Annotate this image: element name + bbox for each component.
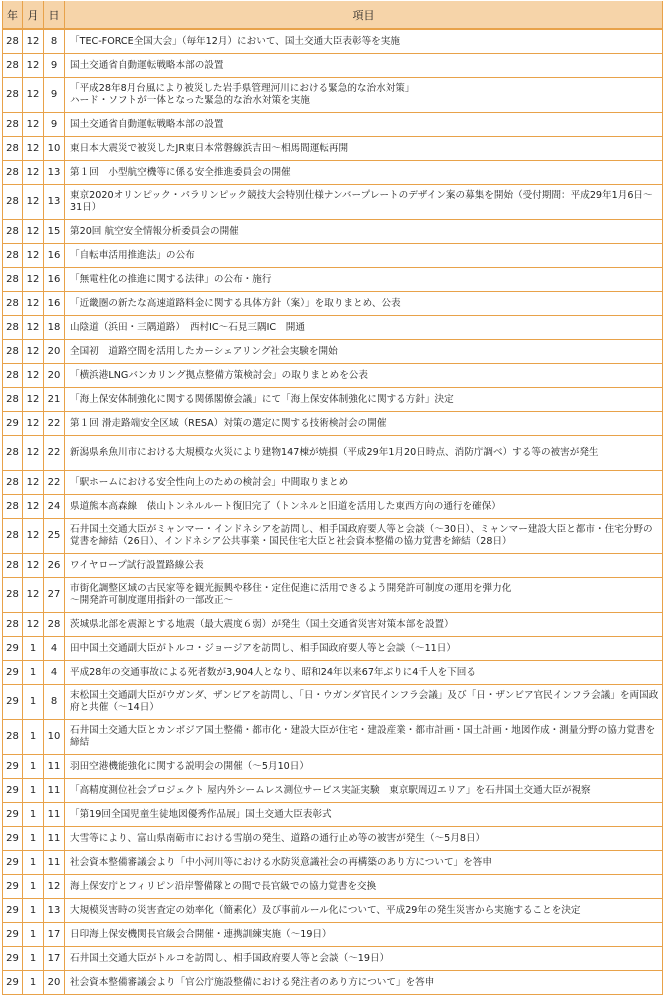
- cell-month: 12: [23, 185, 44, 220]
- cell-item: [65, 899, 663, 923]
- cell-day: 10: [44, 720, 65, 755]
- table-row: [3, 161, 663, 185]
- cell-year: 28: [3, 113, 23, 137]
- cell-day: 28: [44, 613, 65, 637]
- cell-item: [65, 661, 663, 685]
- item-text-line: 石井国土交通大臣とカンボジア国土整備・都市化・建設大臣が住宅・建設産業・都市計画・国土計画・地図作成・測量分野の協力覚書を締結: [70, 725, 656, 748]
- table-row: [3, 412, 663, 436]
- cell-item: [65, 268, 663, 292]
- cell-month: 12: [23, 161, 44, 185]
- chronology-table: [2, 1, 663, 995]
- cell-day: 20: [44, 340, 65, 364]
- cell-day: 8: [44, 685, 65, 720]
- cell-item: [65, 923, 663, 947]
- table-row: [3, 923, 663, 947]
- cell-year: 29: [3, 803, 23, 827]
- item-text-line: 国土交通省自動運転戦略本部の設置: [70, 59, 224, 71]
- cell-month: 1: [23, 803, 44, 827]
- item-text-line: 国土交通省自動運転戦略本部の設置: [70, 118, 224, 130]
- item-text-line: 田中国土交通副大臣がトルコ・ジョージアを訪問し、相手国政府要人等と会談（～11日）: [70, 642, 456, 654]
- cell-year: 28: [3, 495, 23, 519]
- table-row: [3, 947, 663, 971]
- item-text-line: ワイヤロープ試行設置路線公表: [70, 559, 204, 571]
- cell-year: 28: [3, 436, 23, 471]
- cell-year: 29: [3, 899, 23, 923]
- cell-item: [65, 436, 663, 471]
- table-row: [3, 54, 663, 78]
- cell-day: 22: [44, 471, 65, 495]
- cell-item: [65, 185, 663, 220]
- table-row: [3, 471, 663, 495]
- cell-month: 1: [23, 899, 44, 923]
- cell-month: 1: [23, 827, 44, 851]
- cell-item: [65, 340, 663, 364]
- cell-item: [65, 827, 663, 851]
- cell-day: 11: [44, 755, 65, 779]
- item-text-line: 大雪等により、富山県南砺市における雪崩の発生、道路の通行止め等の被害が発生（～5月8日）: [70, 832, 486, 844]
- cell-month: 12: [23, 78, 44, 113]
- cell-year: 28: [3, 388, 23, 412]
- cell-day: 12: [44, 875, 65, 899]
- item-text-line: 「TEC-FORCE全国大会」（毎年12月）において、国土交通大臣表彰等を実施: [70, 35, 400, 47]
- cell-month: 12: [23, 613, 44, 637]
- item-text-line: 「自転車活用推進法」の公布: [70, 249, 195, 261]
- cell-month: 1: [23, 661, 44, 685]
- cell-month: 1: [23, 637, 44, 661]
- cell-day: 22: [44, 436, 65, 471]
- cell-year: 28: [3, 519, 23, 554]
- table-row: [3, 720, 663, 755]
- cell-day: 13: [44, 899, 65, 923]
- cell-item: [65, 851, 663, 875]
- cell-year: 29: [3, 685, 23, 720]
- item-text-line: 「横浜港LNGバンカリング拠点整備方策検討会」の取りまとめを公表: [70, 369, 368, 381]
- item-text-line: 「第19回全国児童生徒地図優秀作品展」国土交通大臣表彰式: [70, 808, 332, 820]
- cell-year: 29: [3, 851, 23, 875]
- header-year: 年: [3, 1, 23, 29]
- cell-month: 12: [23, 436, 44, 471]
- table-row: [3, 519, 663, 554]
- cell-item: [65, 292, 663, 316]
- item-text-line: 日印海上保安機関長官級会合開催・連携訓練実施（～19日）: [70, 928, 332, 940]
- cell-item: [65, 685, 663, 720]
- cell-day: 26: [44, 554, 65, 578]
- item-text-line: 山陰道（浜田・三隅道路） 西村IC～石見三隅IC 開通: [70, 321, 305, 333]
- table-row: [3, 685, 663, 720]
- cell-item: [65, 495, 663, 519]
- cell-day: 21: [44, 388, 65, 412]
- cell-item: [65, 720, 663, 755]
- cell-year: 28: [3, 578, 23, 613]
- item-text-line: 「海上保安体制強化に関する関係閣僚会議」にて「海上保安体制強化に関する方針」決定: [70, 393, 454, 405]
- cell-day: 4: [44, 661, 65, 685]
- item-text-line: 「高精度測位社会プロジェクト 屋内外シームレス測位サービス実証実験 東京駅周辺エリア」を石井国土交通大臣が視察: [70, 784, 591, 796]
- cell-day: 16: [44, 292, 65, 316]
- table-row: [3, 185, 663, 220]
- item-text-line: 社会資本整備審議会より「中小河川等における水防災意識社会の再構築のあり方について」を答申: [70, 856, 492, 868]
- cell-year: 28: [3, 554, 23, 578]
- cell-year: 28: [3, 137, 23, 161]
- item-text-line: 新潟県糸魚川市における大規模な火災により建物147棟が焼損（平成29年1月20日時点、消防庁調べ）する等の被害が発生: [70, 447, 599, 458]
- cell-day: 18: [44, 316, 65, 340]
- item-text-line: 第20回 航空安全情報分析委員会の開催: [70, 225, 239, 237]
- table-row: [3, 316, 663, 340]
- table-row: [3, 971, 663, 995]
- item-text-line: 「近畿圏の新たな高速道路料金に関する具体方針（案）」を取りまとめ、公表: [70, 297, 401, 309]
- cell-day: 9: [44, 78, 65, 113]
- cell-year: 28: [3, 161, 23, 185]
- cell-year: 28: [3, 613, 23, 637]
- cell-year: 29: [3, 779, 23, 803]
- cell-year: 28: [3, 268, 23, 292]
- table-row: [3, 244, 663, 268]
- cell-item: [65, 161, 663, 185]
- cell-item: [65, 637, 663, 661]
- cell-month: 12: [23, 495, 44, 519]
- table-row: [3, 554, 663, 578]
- cell-day: 11: [44, 779, 65, 803]
- cell-year: 28: [3, 29, 23, 54]
- item-text-line: 「駅ホームにおける安全性向上のための検討会」中間取りまとめ: [70, 476, 349, 488]
- cell-item: [65, 244, 663, 268]
- cell-month: 12: [23, 268, 44, 292]
- cell-day: 20: [44, 971, 65, 995]
- cell-year: 28: [3, 471, 23, 495]
- header-item: 項目: [65, 1, 663, 29]
- item-text-line: 石井国土交通大臣がミャンマー・インドネシアを訪問し、相手国政府要人等と会談（～30日）、ミャンマー建設大臣と都市・住宅分野の覚書を締結（26日）、インドネシア公共事業・国民住宅大臣と社会資本整備の協力覚書を締結（28日）: [70, 524, 653, 547]
- cell-item: [65, 471, 663, 495]
- cell-month: 12: [23, 340, 44, 364]
- cell-year: 28: [3, 720, 23, 755]
- cell-year: 28: [3, 292, 23, 316]
- cell-month: 1: [23, 875, 44, 899]
- item-text-line: ～開発許可制度運用指針の一部改正～: [70, 595, 234, 606]
- cell-year: 28: [3, 220, 23, 244]
- cell-month: 12: [23, 54, 44, 78]
- cell-month: 1: [23, 947, 44, 971]
- cell-year: 28: [3, 340, 23, 364]
- item-text-line: 羽田空港機能強化に関する説明会の開催（～5月10日）: [70, 760, 309, 772]
- cell-day: 16: [44, 244, 65, 268]
- cell-day: 24: [44, 495, 65, 519]
- item-text-line: 東日本大震災で被災したJR東日本常磐線浜吉田～相馬間運転再開: [70, 142, 349, 154]
- item-text-line: 茨城県北部を震源とする地震（最大震度６弱）が発生（国土交通省災害対策本部を設置）: [70, 618, 454, 630]
- item-text-line: 石井国土交通大臣がトルコを訪問し、相手国政府要人等と会談（～19日）: [70, 952, 390, 964]
- cell-year: 28: [3, 244, 23, 268]
- cell-month: 12: [23, 388, 44, 412]
- item-text-line: 「平成28年8月台風により被災した岩手県管理河川における緊急的な治水対策」: [70, 83, 415, 94]
- cell-item: [65, 947, 663, 971]
- table-row: [3, 779, 663, 803]
- table-row: [3, 364, 663, 388]
- table-body: [3, 29, 663, 995]
- cell-year: 29: [3, 875, 23, 899]
- cell-item: [65, 78, 663, 113]
- cell-month: 1: [23, 971, 44, 995]
- item-text-line: 東京2020オリンピック・パラリンピック競技大会特別仕様ナンバープレートのデザイン案の募集を開始（受付期間：平成29年1月6日～31日）: [70, 190, 653, 213]
- cell-item: [65, 388, 663, 412]
- cell-year: 28: [3, 364, 23, 388]
- item-text-line: 社会資本整備審議会より「官公庁施設整備における発注者のあり方について」を答申: [70, 976, 435, 988]
- cell-day: 11: [44, 851, 65, 875]
- cell-month: 12: [23, 364, 44, 388]
- table-row: [3, 661, 663, 685]
- cell-month: 12: [23, 316, 44, 340]
- cell-item: [65, 113, 663, 137]
- table-row: [3, 755, 663, 779]
- table-row: [3, 388, 663, 412]
- cell-month: 1: [23, 720, 44, 755]
- cell-month: 12: [23, 29, 44, 54]
- cell-item: [65, 54, 663, 78]
- cell-month: 12: [23, 471, 44, 495]
- cell-month: 1: [23, 755, 44, 779]
- cell-month: 12: [23, 113, 44, 137]
- cell-item: [65, 971, 663, 995]
- cell-year: 29: [3, 412, 23, 436]
- item-text-line: 「無電柱化の推進に関する法律」の公布・施行: [70, 273, 272, 285]
- cell-day: 11: [44, 803, 65, 827]
- cell-month: 12: [23, 292, 44, 316]
- table-row: [3, 613, 663, 637]
- cell-year: 28: [3, 78, 23, 113]
- table-row: [3, 220, 663, 244]
- cell-day: 13: [44, 161, 65, 185]
- cell-month: 12: [23, 554, 44, 578]
- table-row: [3, 578, 663, 613]
- item-text-line: 海上保安庁とフィリピン沿岸警備隊との間で長官級での協力覚書を交換: [70, 880, 377, 892]
- cell-day: 11: [44, 827, 65, 851]
- table-row: [3, 78, 663, 113]
- cell-year: 29: [3, 971, 23, 995]
- table-row: [3, 875, 663, 899]
- cell-day: 9: [44, 113, 65, 137]
- table-row: [3, 436, 663, 471]
- cell-item: [65, 578, 663, 613]
- cell-day: 25: [44, 519, 65, 554]
- cell-month: 12: [23, 412, 44, 436]
- item-text-line: 全国初 道路空間を活用したカーシェアリング社会実験を開始: [70, 345, 338, 357]
- cell-day: 17: [44, 923, 65, 947]
- cell-item: [65, 316, 663, 340]
- cell-year: 29: [3, 755, 23, 779]
- table-row: [3, 851, 663, 875]
- cell-item: [65, 875, 663, 899]
- cell-month: 12: [23, 244, 44, 268]
- cell-day: 10: [44, 137, 65, 161]
- cell-month: 1: [23, 685, 44, 720]
- cell-item: [65, 137, 663, 161]
- item-text-line: 市街化調整区域の古民家等を観光振興や移住・定住促進に活用できるよう開発許可制度の運用を弾力化: [70, 583, 512, 594]
- header-month: 月: [23, 1, 44, 29]
- cell-item: [65, 613, 663, 637]
- cell-day: 9: [44, 54, 65, 78]
- cell-item: [65, 412, 663, 436]
- cell-year: 29: [3, 923, 23, 947]
- table-row: [3, 137, 663, 161]
- cell-day: 8: [44, 29, 65, 54]
- table-row: [3, 899, 663, 923]
- cell-item: [65, 803, 663, 827]
- cell-day: 4: [44, 637, 65, 661]
- cell-month: 12: [23, 137, 44, 161]
- cell-day: 20: [44, 364, 65, 388]
- cell-item: [65, 220, 663, 244]
- cell-item: [65, 519, 663, 554]
- cell-day: 13: [44, 185, 65, 220]
- cell-item: [65, 364, 663, 388]
- cell-day: 22: [44, 412, 65, 436]
- table-row: [3, 113, 663, 137]
- cell-month: 1: [23, 779, 44, 803]
- cell-item: [65, 779, 663, 803]
- table-row: [3, 29, 663, 54]
- table-row: [3, 495, 663, 519]
- item-text-line: 県道熊本高森線 俵山トンネルルート復旧完了（トンネルと旧道を活用した東西方向の通行を確保）: [70, 500, 501, 512]
- cell-year: 29: [3, 827, 23, 851]
- item-text-line: 大規模災害時の災害査定の効率化（簡素化）及び事前ルール化について、平成29年の発生災害から実施することを決定: [70, 904, 581, 916]
- cell-day: 16: [44, 268, 65, 292]
- table-row: [3, 292, 663, 316]
- cell-year: 28: [3, 316, 23, 340]
- cell-month: 12: [23, 220, 44, 244]
- cell-year: 28: [3, 185, 23, 220]
- cell-month: 1: [23, 851, 44, 875]
- item-text-line: 末松国土交通副大臣がウガンダ、ザンビアを訪問し、「日・ウガンダ官民インフラ会議」及び「日・ザンビア官民インフラ会議」を両国政府と共催（～14日）: [70, 690, 659, 713]
- table-row: [3, 827, 663, 851]
- cell-month: 12: [23, 519, 44, 554]
- cell-year: 29: [3, 637, 23, 661]
- cell-item: [65, 554, 663, 578]
- cell-month: 12: [23, 578, 44, 613]
- table-row: [3, 803, 663, 827]
- cell-year: 28: [3, 54, 23, 78]
- table-row: [3, 340, 663, 364]
- cell-month: 1: [23, 923, 44, 947]
- cell-year: 29: [3, 947, 23, 971]
- cell-item: [65, 755, 663, 779]
- cell-day: 27: [44, 578, 65, 613]
- item-text-line: 第１回 小型航空機等に係る安全推進委員会の開催: [70, 166, 291, 178]
- item-text-line: 平成28年の交通事故による死者数が3,904人となり、昭和24年以来67年ぶりに4千人を下回る: [70, 666, 476, 678]
- cell-item: [65, 29, 663, 54]
- table-row: [3, 268, 663, 292]
- item-text-line: ハード・ソフトが一体となった緊急的な治水対策を実施: [70, 95, 310, 106]
- cell-year: 29: [3, 661, 23, 685]
- cell-day: 15: [44, 220, 65, 244]
- header-day: 日: [44, 1, 65, 29]
- cell-day: 17: [44, 947, 65, 971]
- header-row: [3, 1, 663, 29]
- table-row: [3, 637, 663, 661]
- item-text-line: 第１回 滑走路端安全区域（RESA）対策の選定に関する技術検討会の開催: [70, 417, 387, 429]
